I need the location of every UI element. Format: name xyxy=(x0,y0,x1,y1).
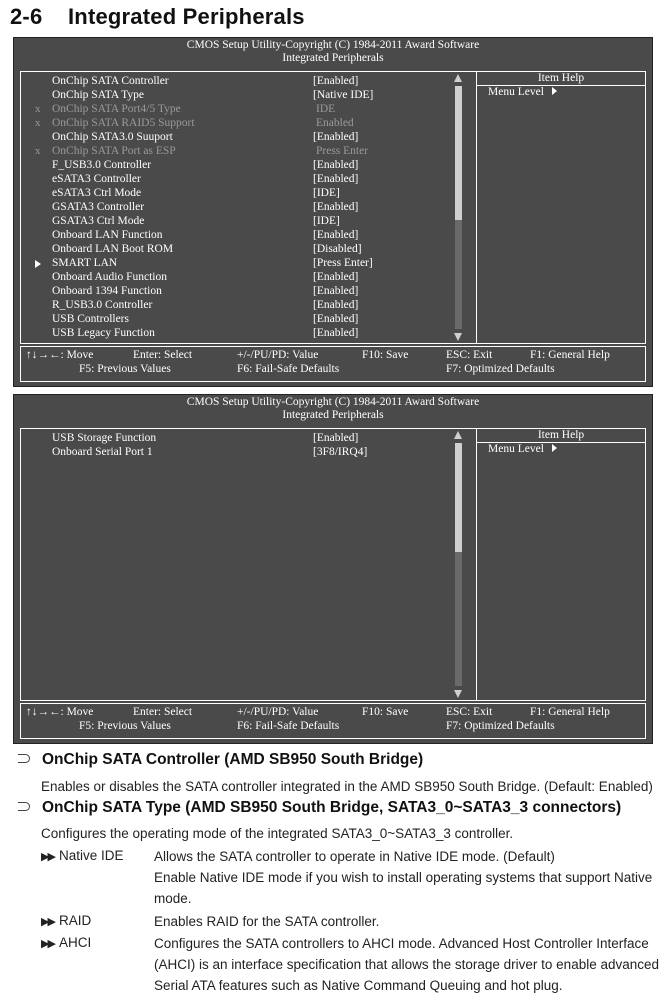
setting-label: GSATA3 Ctrl Mode xyxy=(52,215,145,227)
settings-list xyxy=(21,429,449,700)
setting-label: OnChip SATA RAID5 Support xyxy=(52,117,195,129)
key-move: ↑↓→←: Move xyxy=(26,349,94,361)
option-name xyxy=(41,913,91,928)
setting-value[interactable]: [Enabled] xyxy=(313,432,359,444)
setting-label: Onboard 1394 Function xyxy=(52,285,162,297)
key-f5: F5: Previous Values xyxy=(79,363,171,375)
menu-level-label: Menu Level xyxy=(488,443,544,455)
setting-label: USB Storage Function xyxy=(52,432,157,444)
option-name-text: RAID xyxy=(59,913,92,928)
scroll-track[interactable] xyxy=(455,443,462,686)
item-help-title: Item Help xyxy=(477,72,645,86)
item-help-title: Item Help xyxy=(477,429,645,443)
section-number: 2-6 xyxy=(10,4,43,29)
setting-label: USB Legacy Function xyxy=(52,327,155,339)
bios-page-name: Integrated Peripherals xyxy=(282,52,384,64)
menu-level-arrow-icon xyxy=(552,87,557,95)
setting-label: OnChip SATA Port4/5 Type xyxy=(52,103,181,115)
disabled-mark: x xyxy=(35,103,41,115)
key-value: +/-/PU/PD: Value xyxy=(237,706,319,718)
submenu-arrow-icon xyxy=(35,260,41,268)
setting-value[interactable]: [Enabled] xyxy=(313,173,359,185)
option-description: Allows the SATA controller to operate in Native IDE mode. (Default) xyxy=(154,849,555,864)
setting-row[interactable] xyxy=(21,243,449,257)
option-description: mode. xyxy=(154,891,192,906)
setting-value[interactable]: [Enabled] xyxy=(313,229,359,241)
key-f6: F6: Fail-Safe Defaults xyxy=(237,363,340,375)
section-title: Integrated Peripherals xyxy=(68,4,305,29)
setting-value[interactable]: [3F8/IRQ4] xyxy=(313,446,368,458)
setting-row[interactable] xyxy=(21,327,449,341)
double-arrow-icon: ▶▶ xyxy=(41,851,54,863)
setting-row[interactable] xyxy=(21,257,449,271)
option-description: Enable Native IDE mode if you wish to install operating systems that support Native xyxy=(154,870,653,885)
setting-label: GSATA3 Controller xyxy=(52,201,145,213)
setting-row xyxy=(21,103,449,117)
setting-label: F_USB3.0 Controller xyxy=(52,159,152,171)
setting-row[interactable] xyxy=(21,201,449,215)
bios-main-panel xyxy=(20,428,646,701)
setting-row[interactable] xyxy=(21,313,449,327)
option-description: (AHCI) is an interface specification that allows the storage driver to enable advanced xyxy=(154,957,660,972)
setting-row[interactable] xyxy=(21,271,449,285)
setting-row[interactable] xyxy=(21,215,449,229)
setting-row[interactable] xyxy=(21,432,449,446)
setting-value[interactable]: [Enabled] xyxy=(313,327,359,339)
setting-row[interactable] xyxy=(21,89,449,103)
key-move: ↑↓→←: Move xyxy=(26,706,94,718)
setting-label: OnChip SATA Port as ESP xyxy=(52,145,176,157)
option-name xyxy=(41,848,124,863)
setting-label: Onboard Audio Function xyxy=(52,271,167,283)
key-esc: ESC: Exit xyxy=(446,349,493,361)
bios-screen-2 xyxy=(13,394,653,744)
setting-value[interactable]: [IDE] xyxy=(313,187,340,199)
setting-row[interactable] xyxy=(21,299,449,313)
bios-copyright: CMOS Setup Utility-Copyright (C) 1984-2011 Award Software xyxy=(186,396,480,408)
setting-value[interactable]: [Enabled] xyxy=(313,285,359,297)
bios-header xyxy=(14,39,652,65)
disabled-mark: x xyxy=(35,145,41,157)
setting-row xyxy=(21,117,449,131)
setting-value[interactable]: [Enabled] xyxy=(313,299,359,311)
setting-label: eSATA3 Ctrl Mode xyxy=(52,187,142,199)
scroll-up-icon[interactable] xyxy=(454,74,462,82)
setting-value[interactable]: [Press Enter] xyxy=(313,257,373,269)
key-enter: Enter: Select xyxy=(133,349,193,361)
paragraph-sata-controller: Enables or disables the SATA controller integrated in the AMD SB950 South Bridge. (Default: Enabled) xyxy=(41,779,653,794)
bios-footer xyxy=(20,703,646,739)
setting-value[interactable]: [Enabled] xyxy=(313,271,359,283)
setting-label: Onboard Serial Port 1 xyxy=(52,446,153,458)
bios-copyright: CMOS Setup Utility-Copyright (C) 1984-2011 Award Software xyxy=(186,39,480,51)
option-name-text: Native IDE xyxy=(59,848,124,863)
double-arrow-icon: ▶▶ xyxy=(41,938,54,950)
setting-row[interactable] xyxy=(21,131,449,145)
key-f7: F7: Optimized Defaults xyxy=(446,363,555,375)
scroll-up-icon[interactable] xyxy=(454,431,462,439)
setting-label: Onboard LAN Boot ROM xyxy=(52,243,174,255)
key-f10: F10: Save xyxy=(362,706,409,718)
bios-footer xyxy=(20,346,646,382)
setting-label: SMART LAN xyxy=(52,257,118,269)
setting-value[interactable]: [Disabled] xyxy=(313,243,362,255)
key-f10: F10: Save xyxy=(362,349,409,361)
setting-row xyxy=(21,145,449,159)
setting-value[interactable]: [Enabled] xyxy=(313,159,359,171)
setting-value[interactable]: [Enabled] xyxy=(313,201,359,213)
setting-row[interactable] xyxy=(21,159,449,173)
setting-value: Press Enter xyxy=(316,145,369,157)
bios-page-name: Integrated Peripherals xyxy=(282,409,384,421)
option-name-text: AHCI xyxy=(59,935,92,950)
key-f7: F7: Optimized Defaults xyxy=(446,720,555,732)
paragraph-sata-type: Configures the operating mode of the integrated SATA3_0~SATA3_3 controller. xyxy=(41,826,514,841)
scroll-down-icon[interactable] xyxy=(454,333,462,341)
setting-row[interactable] xyxy=(21,285,449,299)
key-f1: F1: General Help xyxy=(530,706,610,718)
scroll-thumb[interactable] xyxy=(455,443,462,552)
key-f5: F5: Previous Values xyxy=(79,720,171,732)
setting-label: eSATA3 Controller xyxy=(52,173,141,185)
setting-value: IDE xyxy=(316,103,336,115)
pointer-bullet-icon xyxy=(18,802,30,811)
key-enter: Enter: Select xyxy=(133,706,193,718)
setting-label: Onboard LAN Function xyxy=(52,229,163,241)
setting-row[interactable] xyxy=(21,173,449,187)
key-esc: ESC: Exit xyxy=(446,706,493,718)
item-help-panel xyxy=(476,72,645,343)
setting-label: USB Controllers xyxy=(52,313,129,325)
setting-row[interactable] xyxy=(21,229,449,243)
menu-level-label: Menu Level xyxy=(488,86,544,98)
setting-value: Enabled xyxy=(316,117,354,129)
setting-row[interactable] xyxy=(21,187,449,201)
setting-value[interactable]: [Enabled] xyxy=(313,131,359,143)
scroll-track[interactable] xyxy=(455,86,462,329)
bios-header xyxy=(14,396,652,422)
scrollbar[interactable] xyxy=(454,429,463,700)
setting-value[interactable]: [IDE] xyxy=(313,215,340,227)
setting-label: OnChip SATA Controller xyxy=(52,75,169,87)
scroll-down-icon[interactable] xyxy=(454,690,462,698)
menu-level-arrow-icon xyxy=(552,444,557,452)
bios-main-panel xyxy=(20,71,646,344)
setting-value[interactable]: [Native IDE] xyxy=(313,89,374,101)
option-name xyxy=(41,935,91,950)
scrollbar[interactable] xyxy=(454,72,463,343)
setting-row[interactable] xyxy=(21,75,449,89)
setting-value[interactable]: [Enabled] xyxy=(313,313,359,325)
menu-level xyxy=(488,443,557,455)
disabled-mark: x xyxy=(35,117,41,129)
option-description: Serial ATA features such as Native Command Queuing and hot plug. xyxy=(154,978,563,993)
option-description: Configures the SATA controllers to AHCI mode. Advanced Host Controller Interface xyxy=(154,936,649,951)
option-description: Enables RAID for the SATA controller. xyxy=(154,914,380,929)
scroll-thumb[interactable] xyxy=(455,86,462,220)
key-f1: F1: General Help xyxy=(530,349,610,361)
key-value: +/-/PU/PD: Value xyxy=(237,349,319,361)
setting-label: R_USB3.0 Controller xyxy=(52,299,153,311)
bios-screen-1 xyxy=(13,37,653,387)
pointer-bullet-icon xyxy=(18,754,30,763)
page-title xyxy=(10,4,305,30)
settings-list xyxy=(21,72,449,343)
setting-value[interactable]: [Enabled] xyxy=(313,75,359,87)
setting-row[interactable] xyxy=(21,446,449,460)
menu-level xyxy=(488,86,557,98)
key-f6: F6: Fail-Safe Defaults xyxy=(237,720,340,732)
item-help-panel xyxy=(476,429,645,700)
double-arrow-icon: ▶▶ xyxy=(41,916,54,928)
setting-label: OnChip SATA Type xyxy=(52,89,144,101)
setting-label: OnChip SATA3.0 Suuport xyxy=(52,131,173,143)
